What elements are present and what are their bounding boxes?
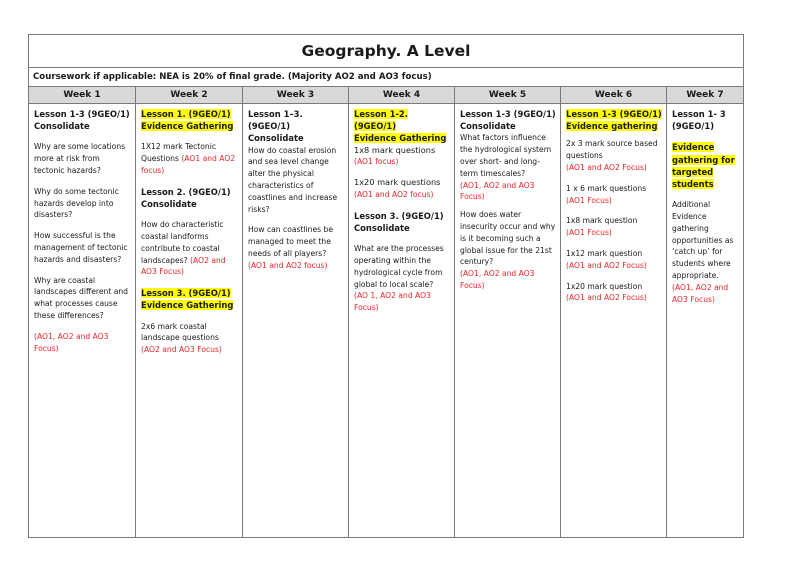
week-7-content	[667, 104, 743, 305]
lesson-subheading: Consolidate	[248, 133, 304, 144]
week-3-content	[243, 104, 348, 272]
lesson-subheading: Evidence Gathering	[141, 300, 234, 311]
question-text: How do characteristic coastal landforms contribute to coastal landscapes?	[141, 220, 224, 265]
focus-note: (AO1 Focus)	[566, 228, 612, 238]
lesson-subheading: Consolidate	[354, 223, 410, 233]
task-text: 1x12 mark question	[566, 248, 643, 258]
focus-note: (AO1 and AO2 Focus)	[566, 260, 647, 270]
focus-note: (AO1 Focus)	[566, 195, 612, 205]
lesson-heading: Lesson 3. (9GEO/1)	[141, 288, 231, 299]
week-2-column	[136, 87, 243, 537]
week-7-column	[667, 87, 743, 537]
week-2-header: Week 2	[136, 87, 242, 104]
week-4-header: Week 4	[349, 87, 454, 104]
page-title: Geography. A Level	[29, 35, 743, 68]
lesson-heading: Lesson 2. (9GEO/1)	[141, 186, 231, 197]
focus-note: (AO1, AO2 and AO3 Focus)	[672, 282, 729, 304]
week-3-header: Week 3	[243, 87, 348, 104]
focus-note: (AO2 and AO3 Focus)	[141, 255, 226, 277]
weeks-grid	[29, 87, 743, 537]
focus-note: (AO2 and AO3 Focus)	[141, 345, 222, 355]
task-text: 1 x 6 mark questions	[566, 183, 647, 193]
task-text: 1x20 mark questions	[354, 177, 441, 188]
lesson-subheading: Consolidate	[34, 121, 90, 132]
question-text: Why are some locations more at risk from tectonic hazards?	[34, 142, 126, 175]
week-6-column	[561, 87, 667, 537]
question-text: How does water insecurity occur and why is it becoming such a global issue for the 21st century?	[460, 210, 556, 267]
lesson-heading: Lesson 1-3 (9GEO/1)	[566, 109, 662, 119]
focus-note: (AO1 focus)	[354, 157, 399, 167]
question-text: Why are coastal landscapes different and what processes cause these differences?	[34, 275, 128, 320]
week-6-content	[561, 104, 666, 304]
question-text: How can coastlines be managed to meet the needs of all players?	[248, 225, 334, 258]
focus-note: (AO1, AO2 and AO3 Focus)	[460, 269, 535, 290]
lesson-heading: Lesson 3. (9GEO/1)	[354, 210, 444, 221]
lesson-heading: Lesson 1-3 (9GEO/1)	[34, 109, 130, 119]
week-4-content	[349, 104, 454, 314]
evidence-heading: Evidence gathering for targeted students	[672, 142, 735, 190]
week-5-header: Week 5	[455, 87, 560, 104]
lesson-heading: Lesson 1-3 (9GEO/1)	[460, 109, 556, 119]
question-text: How do coastal erosion and sea level change alter the physical characteristics of coastlines and increase risks?	[248, 145, 338, 214]
lesson-heading: Lesson 1-2. (9GEO/1)	[354, 109, 408, 132]
week-1-column	[29, 87, 136, 537]
lesson-subheading: Evidence Gathering	[141, 121, 234, 132]
lesson-heading: Lesson 1–3. (9GEO/1)	[248, 109, 303, 132]
task-text: 1x8 mark questions	[354, 144, 436, 155]
description-text: Additional Evidence gathering opportunities as ‘catch up’ for students where appropriate.	[672, 200, 734, 280]
week-3-column	[243, 87, 349, 537]
lesson-subheading: Consolidate	[141, 199, 197, 209]
scheme-of-work-table	[28, 34, 744, 538]
focus-note: (AO1, AO2 and AO3 Focus)	[34, 331, 109, 353]
focus-note: (AO1, AO2 and AO3 Focus)	[460, 180, 535, 202]
week-6-header: Week 6	[561, 87, 666, 104]
week-4-column	[349, 87, 455, 537]
week-5-content	[455, 104, 560, 292]
task-text: 2x 3 mark source based questions	[566, 139, 658, 161]
lesson-subheading: Evidence Gathering	[354, 133, 447, 144]
question-text: What factors influence the hydrological system over short- and long-term timescales?	[460, 133, 552, 178]
week-2-content	[136, 104, 242, 356]
task-text: 2x6 mark coastal landscape questions	[141, 321, 219, 343]
focus-note: (AO1 and AO2 focus)	[354, 190, 434, 199]
question-text: What are the processes operating within the hydrological cycle from global to local scale?	[354, 244, 444, 289]
lesson-heading: Lesson 1. (9GEO/1)	[141, 109, 231, 119]
week-5-column	[455, 87, 561, 537]
task-text: 1X12 mark Tectonic Questions	[141, 142, 217, 164]
lesson-subheading: Consolidate	[460, 121, 516, 132]
question-text: Why do some tectonic hazards develop into disasters?	[34, 186, 119, 220]
coursework-note: Coursework if applicable: NEA is 20% of final grade. (Majority AO2 and AO3 focus)	[29, 68, 743, 87]
focus-note: (AO 1, AO2 and AO3 Focus)	[354, 291, 431, 313]
week-7-header: Week 7	[667, 87, 743, 104]
week-1-header: Week 1	[29, 87, 135, 104]
focus-note: (AO1 and AO2 focus)	[248, 260, 328, 270]
week-1-content	[29, 104, 135, 354]
question-text: How successful is the management of tectonic hazards and disasters?	[34, 231, 128, 264]
lesson-subheading: Evidence gathering	[566, 121, 658, 132]
focus-note: (AO1 and AO2 focus)	[141, 154, 236, 175]
task-text: 1x8 mark question	[566, 216, 638, 226]
task-text: 1x20 mark question	[566, 281, 643, 291]
lesson-heading: Lesson 1- 3 (9GEO/1)	[672, 109, 726, 132]
focus-note: (AO1 and AO2 Focus)	[566, 163, 647, 172]
focus-note: (AO1 and AO2 Focus)	[566, 293, 647, 303]
